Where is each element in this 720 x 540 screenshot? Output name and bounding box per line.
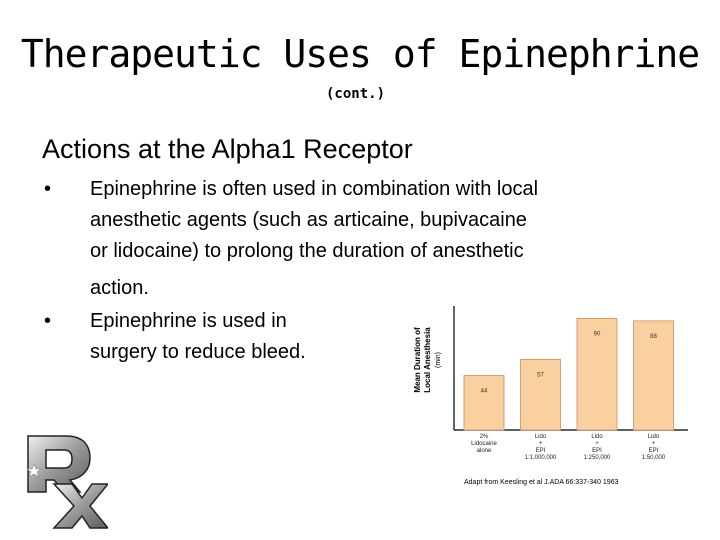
x-tick-label: 1:1,000,000	[524, 455, 557, 461]
x-tick-label: +	[595, 441, 599, 447]
bullet-1-line-3: or lidocaine) to prolong the duration of anesthetic	[90, 240, 524, 262]
x-tick-label: +	[538, 441, 543, 447]
y-axis-label-line: (min)	[435, 352, 442, 368]
x-tick-label: EPI	[648, 448, 659, 454]
rx-logo-icon	[24, 432, 108, 530]
bar-value-label: 44	[480, 388, 488, 395]
slide-subtitle: (cont.)	[326, 86, 386, 102]
x-tick-label: Lido	[647, 434, 660, 440]
x-tick-label: Lidocaine	[471, 441, 497, 447]
chart-bar	[521, 359, 561, 430]
bullet-text-2	[90, 306, 306, 368]
x-tick-label: 1:50,000	[641, 455, 666, 461]
x-tick-label: 1:250,000	[583, 455, 611, 461]
y-axis-label-line: Local Anesthesia	[423, 327, 432, 393]
x-tick-label: EPI	[592, 448, 602, 454]
bullet-1-line-4: action.	[90, 277, 149, 299]
chart-bar	[464, 375, 504, 430]
chart-source-note: Adapt from Keesling et al J.ADA 66:337-340 1963	[464, 479, 619, 486]
x-tick-label: Lido	[534, 434, 547, 440]
slide-title: Therapeutic Uses of Epinephrine	[20, 32, 700, 76]
y-axis-label-line: Mean Duration of	[413, 327, 422, 393]
x-tick-label: 2%	[479, 434, 489, 440]
bullet-marker-2: •	[44, 310, 52, 332]
x-tick-label: Lido	[591, 434, 603, 440]
bar-value-label: 88	[650, 333, 657, 340]
bullet-1-line-2: anesthetic agents (such as articaine, bupivacaine	[90, 209, 527, 231]
y-axis-label	[413, 327, 442, 393]
bar-value-label: 90	[593, 331, 601, 338]
bar-value-label: 57	[537, 372, 544, 379]
bullet-2-line-2: surgery to reduce bleed.	[90, 341, 306, 363]
bullet-1-line-1: Epinephrine is often used in combination with local	[90, 178, 539, 200]
bullet-text-1	[90, 174, 538, 304]
x-tick-label: alone	[476, 448, 492, 454]
duration-bar-chart	[408, 300, 698, 495]
bullet-marker-1: •	[44, 178, 52, 200]
bullet-2-line-1: Epinephrine is used in	[90, 310, 287, 332]
section-heading: Actions at the Alpha1 Receptor	[42, 134, 413, 164]
x-tick-label: EPI	[535, 448, 546, 454]
x-tick-label: +	[651, 441, 656, 447]
